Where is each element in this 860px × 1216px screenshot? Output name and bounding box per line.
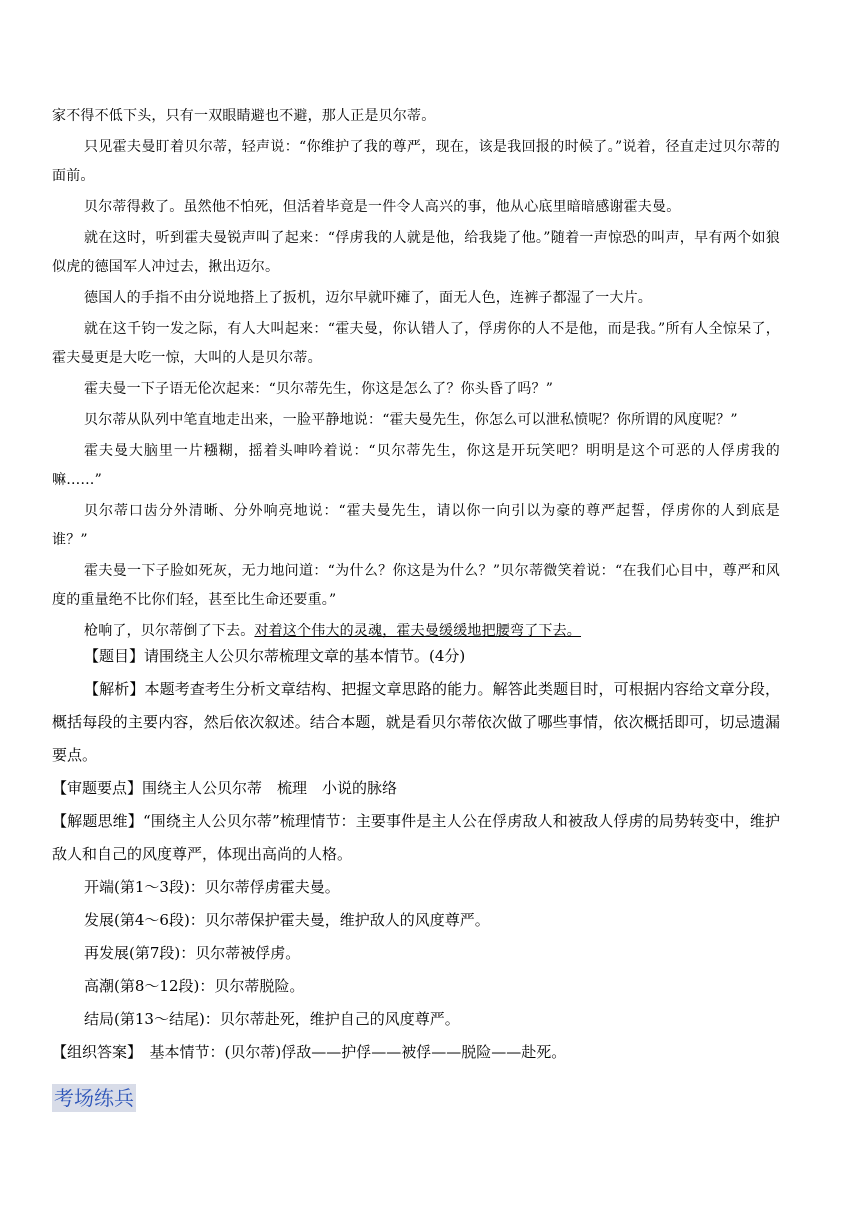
answer-line — [52, 1036, 780, 1069]
story-paragraph: 霍夫曼一下子语无伦次起来：“贝尔蒂先生，你这是怎么了？你头昏了吗？” — [84, 381, 554, 397]
story-paragraph: 只见霍夫曼盯着贝尔蒂，轻声说：“你维护了我的尊严，现在，该是我回报的时候了。”说着，径直走过贝尔蒂的面前。 — [52, 139, 780, 184]
story-paragraph: 贝尔蒂得救了。虽然他不怕死，但活着毕竟是一件令人高兴的事，他从心底里暗暗感谢霍夫曼。 — [84, 199, 681, 215]
story-paragraph: 贝尔蒂从队列中笔直地走出来，一脸平静地说：“霍夫曼先生，你怎么可以泄私愤呢？你所谓的风度呢？” — [84, 412, 738, 428]
story-paragraph: 贝尔蒂口齿分外清晰、分外响亮地说：“霍夫曼先生，请以你一向引以为豪的尊严起誓，俘虏你的人到底是谁？” — [52, 503, 780, 548]
plot-step: 高潮(第8～12段)：贝尔蒂脱险。 — [84, 977, 305, 995]
story-paragraph: 就在这千钧一发之际，有人大叫起来：“霍夫曼，你认错人了，俘虏你的人不是他，而是我。”所有人全惊呆了，霍夫曼更是大吃一惊，大叫的人是贝尔蒂。 — [52, 321, 780, 366]
explain-line — [52, 673, 780, 772]
question-tag: 【题目】 — [84, 647, 145, 665]
explain-tag: 【解析】 — [84, 680, 145, 698]
story-paragraph: 霍夫曼大脑里一片糨糊，摇着头呻吟着说：“贝尔蒂先生，你这是开玩笑吧？明明是这个可恶的人俘虏我的嘛……” — [52, 443, 780, 488]
story-paragraph: 家不得不低下头，只有一双眼睛避也不避，那人正是贝尔蒂。 — [52, 108, 436, 124]
thinking-text: “围绕主人公贝尔蒂”梳理情节：主要事件是主人公在俘虏敌人和被敌人俘虏的局势转变中，维护敌人和自己的风度尊严，体现出高尚的人格。 — [52, 812, 780, 863]
story-underlined-sentence: 对着这个伟大的灵魂，霍夫曼缓缓地把腰弯了下去。 — [254, 623, 582, 639]
plot-step: 开端(第1～3段)：贝尔蒂俘虏霍夫曼。 — [84, 878, 340, 896]
story-last-plain: 枪响了，贝尔蒂倒了下去。 — [84, 623, 255, 639]
plot-step: 结局(第13～结尾)：贝尔蒂赴死，维护自己的风度尊严。 — [84, 1010, 460, 1028]
plot-step: 再发展(第7段)：贝尔蒂被俘虏。 — [84, 944, 301, 962]
thinking-line — [52, 805, 780, 871]
story-paragraph: 就在这时，听到霍夫曼锐声叫了起来：“俘虏我的人就是他，给我毙了他。”随着一声惊恐的叫声，早有两个如狼似虎的德国军人冲过去，揪出迈尔。 — [52, 230, 780, 275]
story-paragraph: 德国人的手指不由分说地搭上了扳机，迈尔早就吓瘫了，面无人色，连裤子都湿了一大片。 — [84, 290, 652, 306]
question-text: 请围绕主人公贝尔蒂梳理文章的基本情节。(4分) — [144, 647, 466, 665]
thinking-tag: 【解题思维】 — [52, 812, 143, 830]
points-text: 围绕主人公贝尔蒂 梳理 小说的脉络 — [142, 779, 398, 797]
analysis-section — [52, 640, 780, 1069]
question-line — [52, 640, 780, 673]
explain-text: 本题考查考生分析文章结构、把握文章思路的能力。解答此类题目时，可根据内容给文章分段，概括每段的主要内容，然后依次叙述。结合本题，就是看贝尔蒂依次做了哪些事情，依次概括即可，切忌遗漏要点。 — [52, 680, 780, 764]
points-line — [52, 772, 780, 805]
story-paragraph: 霍夫曼一下子脸如死灰，无力地问道：“为什么？你这是为什么？”贝尔蒂微笑着说：“在我们心目中，尊严和风度的重量绝不比你们轻，甚至比生命还要重。” — [52, 563, 780, 608]
section-heading: 考场练兵 — [54, 1086, 134, 1110]
story-text — [52, 102, 780, 648]
answer-tag: 【组织答案】 — [52, 1043, 135, 1061]
answer-text: 基本情节：(贝尔蒂)俘敌——护俘——被俘——脱险——赴死。 — [134, 1043, 567, 1061]
plot-step: 发展(第4～6段)：贝尔蒂保护霍夫曼，维护敌人的风度尊严。 — [84, 911, 490, 929]
points-tag: 【审题要点】 — [52, 779, 143, 797]
